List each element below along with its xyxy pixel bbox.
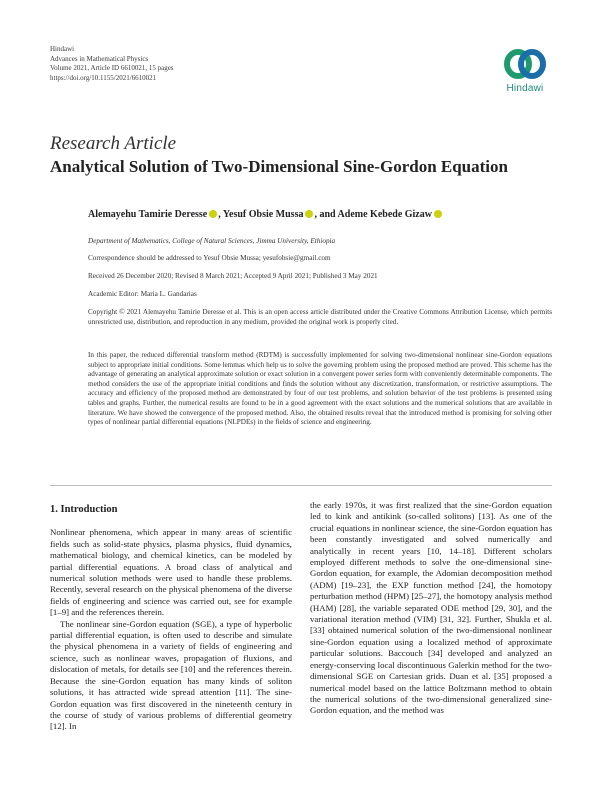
body-column-right <box>310 500 552 717</box>
doi-link[interactable]: https://doi.org/10.1155/2021/6610021 <box>50 73 157 82</box>
article-type: Research Article <box>50 133 177 154</box>
hindawi-logo-icon <box>503 45 547 83</box>
orcid-icon[interactable] <box>434 210 442 218</box>
orcid-icon[interactable] <box>209 210 217 218</box>
section-heading: 1. Introduction <box>50 504 118 515</box>
paper-title: Analytical Solution of Two-Dimensional Sine-Gordon Equation <box>50 157 508 176</box>
academic-editor: Academic Editor: Maria L. Gandarias <box>88 290 197 298</box>
author-name: Ademe Kebede Gizaw <box>337 209 432 220</box>
section-divider <box>50 485 552 486</box>
affiliation: Department of Mathematics, College of Natural Sciences, Jimma University, Ethiopia <box>88 237 336 245</box>
publication-dates: Received 26 December 2020; Revised 8 March 2021; Accepted 9 April 2021; Published 3 May 2021 <box>88 272 378 280</box>
journal-volume: Volume 2021, Article ID 6610021, 15 pages <box>50 64 174 73</box>
abstract: In this paper, the reduced differential transform method (RDTM) is successfully implemented for solving two-dimensional nonlinear sine-Gordon equations subject to appropriate initial conditions. Some lemmas which help us to solve the governing problem using the proposed method are proved. This scheme has the advantage of generating an analytical approximate solution or exact solution in a convergent power series form with conveniently determinable components. The method considers the use of the appropriate initial conditions and finds the solution without any discretization, transformation, or restrictive assumptions. The accuracy and efficiency of the proposed method are demonstrated by four of our test problems, and solution behavior of the test problems is presented using tables and graphs. Further, the numerical results are found to be in a good agreement with the exact solutions and the numerical solutions that are available in literature. We have showed the convergence of the proposed method. Also, the obtained results reveal that the introduced method is promising for solving other types of nonlinear partial differential equations (NLPDEs) in the fields of science and engineering. <box>88 351 552 427</box>
copyright-notice: Copyright © 2021 Alemayehu Tamirie Deresse et al. This is an open access article distributed under the Creative Commons Attribution License, which permits unrestricted use, distribution, and reproduction in any medium, provided the original work is properly cited. <box>88 308 552 326</box>
body-column-left <box>50 500 292 733</box>
author-name: Yesuf Obsie Mussa <box>222 209 304 220</box>
publisher-name: Hindawi <box>50 45 75 53</box>
author-name: Alemayehu Tamirie Deresse <box>88 209 208 220</box>
body-paragraph: Nonlinear phenomena, which appear in many areas of scientific fields such as solid-state physics, plasma physics, fluid dynamics, mathematical biology, and chemical kinetics, can be modeled by partial differential equations. A broad class of analytical and numerical solution methods were used to handle these problems. Recently, several research on the physical phenomena of the diverse fields of engineering and science was carried out, see for example [1–9] and the references therein. <box>50 527 292 618</box>
logo-text: Hindawi <box>506 83 544 94</box>
body-paragraph: The nonlinear sine-Gordon equation (SGE), a type of hyperbolic partial differential equation, is often used to describe and simulate the physical phenomena in a variety of fields of engineering and science, such as nonlinear waves, propagation of fluxions, and dislocation of metals, for details see [10] and the references therein. Because the sine-Gordon equation has many kinds of soliton solutions, it has attracted wide spread attention [11]. The sine-Gordon equation was first discovered in the nineteenth century in the course of study of various problems of differential geometry [12]. In <box>50 618 292 732</box>
journal-name: Advances in Mathematical Physics <box>50 54 149 63</box>
author-list: Alemayehu Tamirie Deresse , Yesuf Obsie Mussa , and Ademe Kebede Gizaw <box>88 209 443 220</box>
orcid-icon[interactable] <box>305 210 313 218</box>
body-paragraph: the early 1970s, it was first realized that the sine-Gordon equation led to kink and antikink (so-called solitons) [13]. As one of the crucial equations in nonlinear science, the sine-Gordon equation has been constantly investigated and solved numerically and analytically in recent years [10, 14–18]. Different scholars employed different methods to solve the one-dimensional sine-Gordon equation, for example, the Adomian decomposition method (ADM) [19–23], the EXP function method [24], the homotopy perturbation method (HPM) [25–27], the homotopy analysis method (HAM) [28], the variable separated ODE method [29, 30], and the variational iteration method (VIM) [31, 32]. Further, Shukla et al. [33] obtained numerical solution of the two-dimensional nonlinear sine-Gordon equation using a localized method of approximate particular solutions. Baccouch [34] developed and analyzed an energy-conserving local discontinuous Galerkin method for the two-dimensional SGE on Cartesian grids. Duan et al. [35] proposed a numerical model based on the lattice Boltzmann method to obtain the numerical solutions of the two-dimensional generalized sine-Gordon equation, and the method was <box>310 500 552 716</box>
hindawi-logo <box>496 45 554 94</box>
journal-meta <box>50 45 174 83</box>
correspondence: Correspondence should be addressed to Yesuf Obsie Mussa; yesufobsie@gmail.com <box>88 254 331 262</box>
